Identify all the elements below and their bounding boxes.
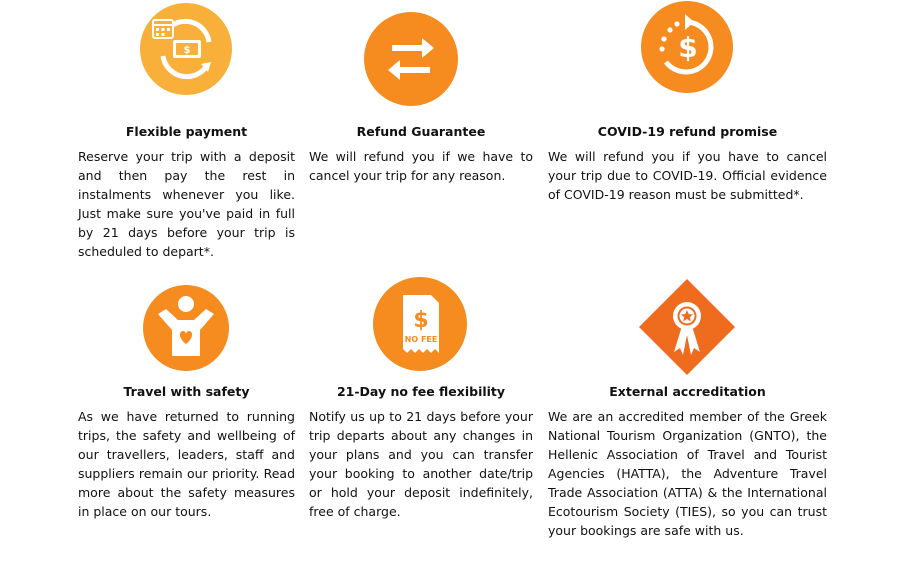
award-ribbon-icon: [638, 278, 736, 376]
svg-text:$: $: [678, 31, 698, 64]
feature-description: We are an accredited member of the Greek National Tourism Organization (GNTO), the Hellenic Association of Travel and Tourist Agencies (HATTA), the Adventure Travel Trade Association (ATTA) & the International Ecotourism Society (TIES), so you can trust your bookings are safe with us.: [548, 409, 827, 538]
calendar-money-cycle-icon: [139, 2, 233, 96]
feature-title: External accreditation: [609, 384, 766, 399]
person-heart-icon: [142, 284, 230, 372]
feature-title: 21-Day no fee flexibility: [336, 384, 506, 399]
feature-description: Reserve your trip with a deposit and then pay the rest in instalments whenever you like. Just make sure you've paid in full by 21 days before your trip is scheduled to depart*.: [78, 149, 295, 259]
feature-description: We will refund you if we have to cancel your trip for any reason.: [309, 149, 533, 183]
feature-description: We will refund you if you have to cancel your trip due to COVID-19. Official evidence of COVID-19 reason must be submitted*.: [548, 149, 827, 202]
svg-text:$: $: [183, 45, 191, 56]
svg-text:$: $: [413, 308, 429, 333]
dollar-refund-cycle-icon: [640, 0, 734, 94]
feature-title: Travel with safety: [123, 384, 250, 399]
feature-title: Refund Guarantee: [356, 124, 486, 139]
no-fee-document-icon: [373, 277, 467, 371]
feature-title: Flexible payment: [125, 124, 248, 139]
feature-description: As we have returned to running trips, the safety and wellbeing of our travellers, leaders, staff and suppliers remain our priority. Read more about the safety measures in place on our tours.: [78, 409, 295, 519]
feature-description: Notify us up to 21 days before your trip departs about any changes in your plans and you can transfer your booking to another date/trip or hold your deposit indefinitely, free of charge.: [309, 409, 533, 519]
exchange-arrows-icon: [364, 12, 458, 106]
feature-title: COVID-19 refund promise: [597, 124, 778, 139]
no-fee-label: NO FEE: [404, 335, 438, 344]
